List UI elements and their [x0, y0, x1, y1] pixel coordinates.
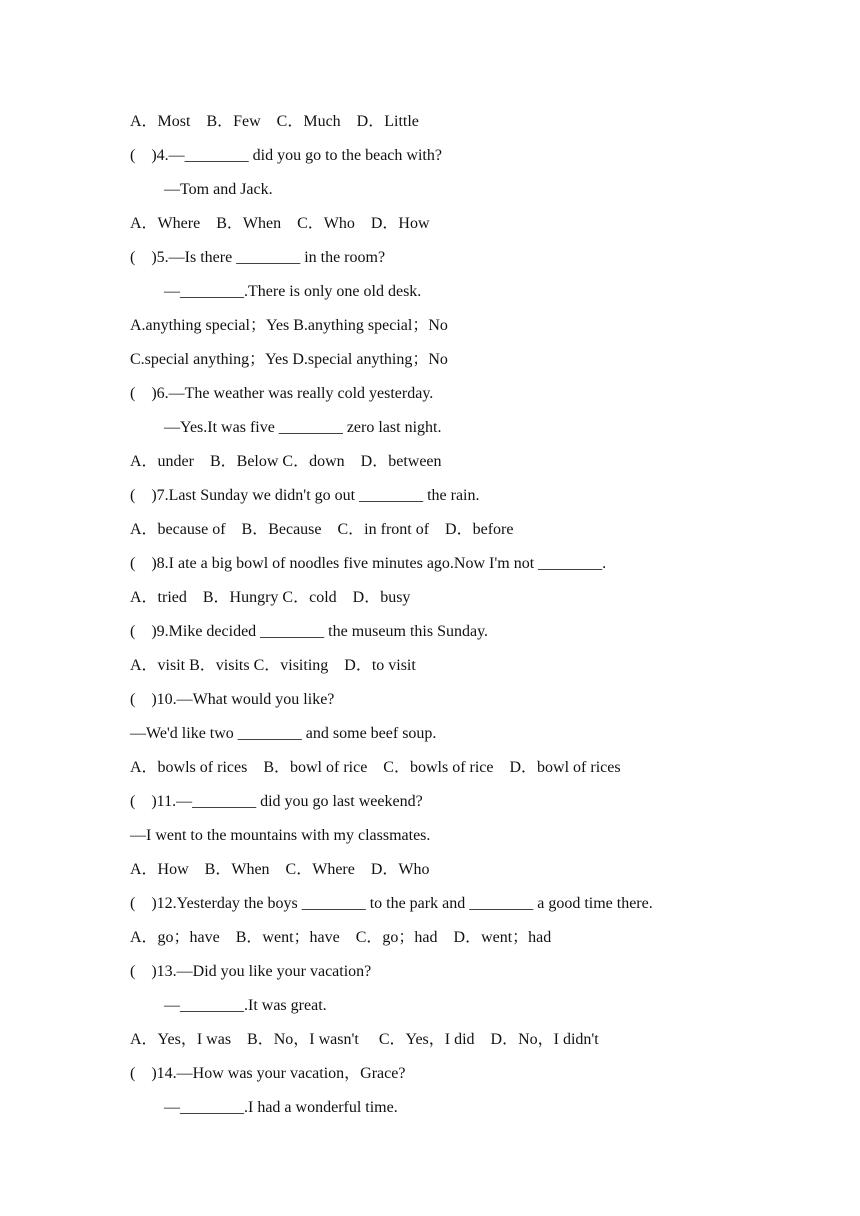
question-11: ( )11.—________ did you go last weekend?	[130, 793, 423, 810]
reply-q13: —________.It was great.	[164, 997, 327, 1014]
question-14: ( )14.—How was your vacation，Grace?	[130, 1065, 406, 1082]
reply-q6: —Yes.It was five ________ zero last night.	[164, 419, 442, 436]
reply-q4: —Tom and Jack.	[164, 181, 273, 198]
question-9: ( )9.Mike decided ________ the museum this Sunday.	[130, 623, 489, 640]
question-4: ( )4.—________ did you go to the beach with?	[130, 147, 442, 164]
reply-q14: —________.I had a wonderful time.	[164, 1099, 398, 1116]
answer-options-q7: A．because of B．Because C．in front of D．before	[130, 521, 514, 538]
reply-q5: —________.There is only one old desk.	[164, 283, 422, 300]
question-8: ( )8.I ate a big bowl of noodles five minutes ago.Now I'm not ________.	[130, 555, 607, 572]
question-12: ( )12.Yesterday the boys ________ to the park and ________ a good time there.	[130, 895, 653, 912]
answer-options-q4: A．Where B．When C．Who D．How	[130, 215, 430, 232]
question-6: ( )6.—The weather was really cold yesterday.	[130, 385, 434, 402]
answer-options-q5-cd: C.special anything；Yes D.special anything；No	[130, 351, 448, 368]
answer-options-q13: A．Yes，I was B．No，I wasn't C．Yes，I did D．No，I didn't	[130, 1031, 599, 1048]
answer-options-q11: A．How B．When C．Where D．Who	[130, 861, 430, 878]
question-5: ( )5.—Is there ________ in the room?	[130, 249, 386, 266]
answer-options-q9: A．visit B．visits C．visiting D．to visit	[130, 657, 416, 674]
answer-options-q3: A．Most B．Few C．Much D．Little	[130, 113, 419, 130]
question-7: ( )7.Last Sunday we didn't go out ________ the rain.	[130, 487, 480, 504]
answer-options-q10: A．bowls of rices B．bowl of rice C．bowls of rice D．bowl of rices	[130, 759, 621, 776]
question-13: ( )13.—Did you like your vacation?	[130, 963, 372, 980]
reply-q11: —I went to the mountains with my classmates.	[130, 827, 431, 844]
question-10: ( )10.—What would you like?	[130, 691, 335, 708]
answer-options-q6: A．under B．Below C．down D．between	[130, 453, 442, 470]
answer-options-q8: A．tried B．Hungry C．cold D．busy	[130, 589, 411, 606]
answer-options-q5-ab: A.anything special；Yes B.anything special；No	[130, 317, 448, 334]
reply-q10: —We'd like two ________ and some beef soup.	[130, 725, 437, 742]
answer-options-q12: A．go；have B．went；have C．go；had D．went；had	[130, 929, 552, 946]
